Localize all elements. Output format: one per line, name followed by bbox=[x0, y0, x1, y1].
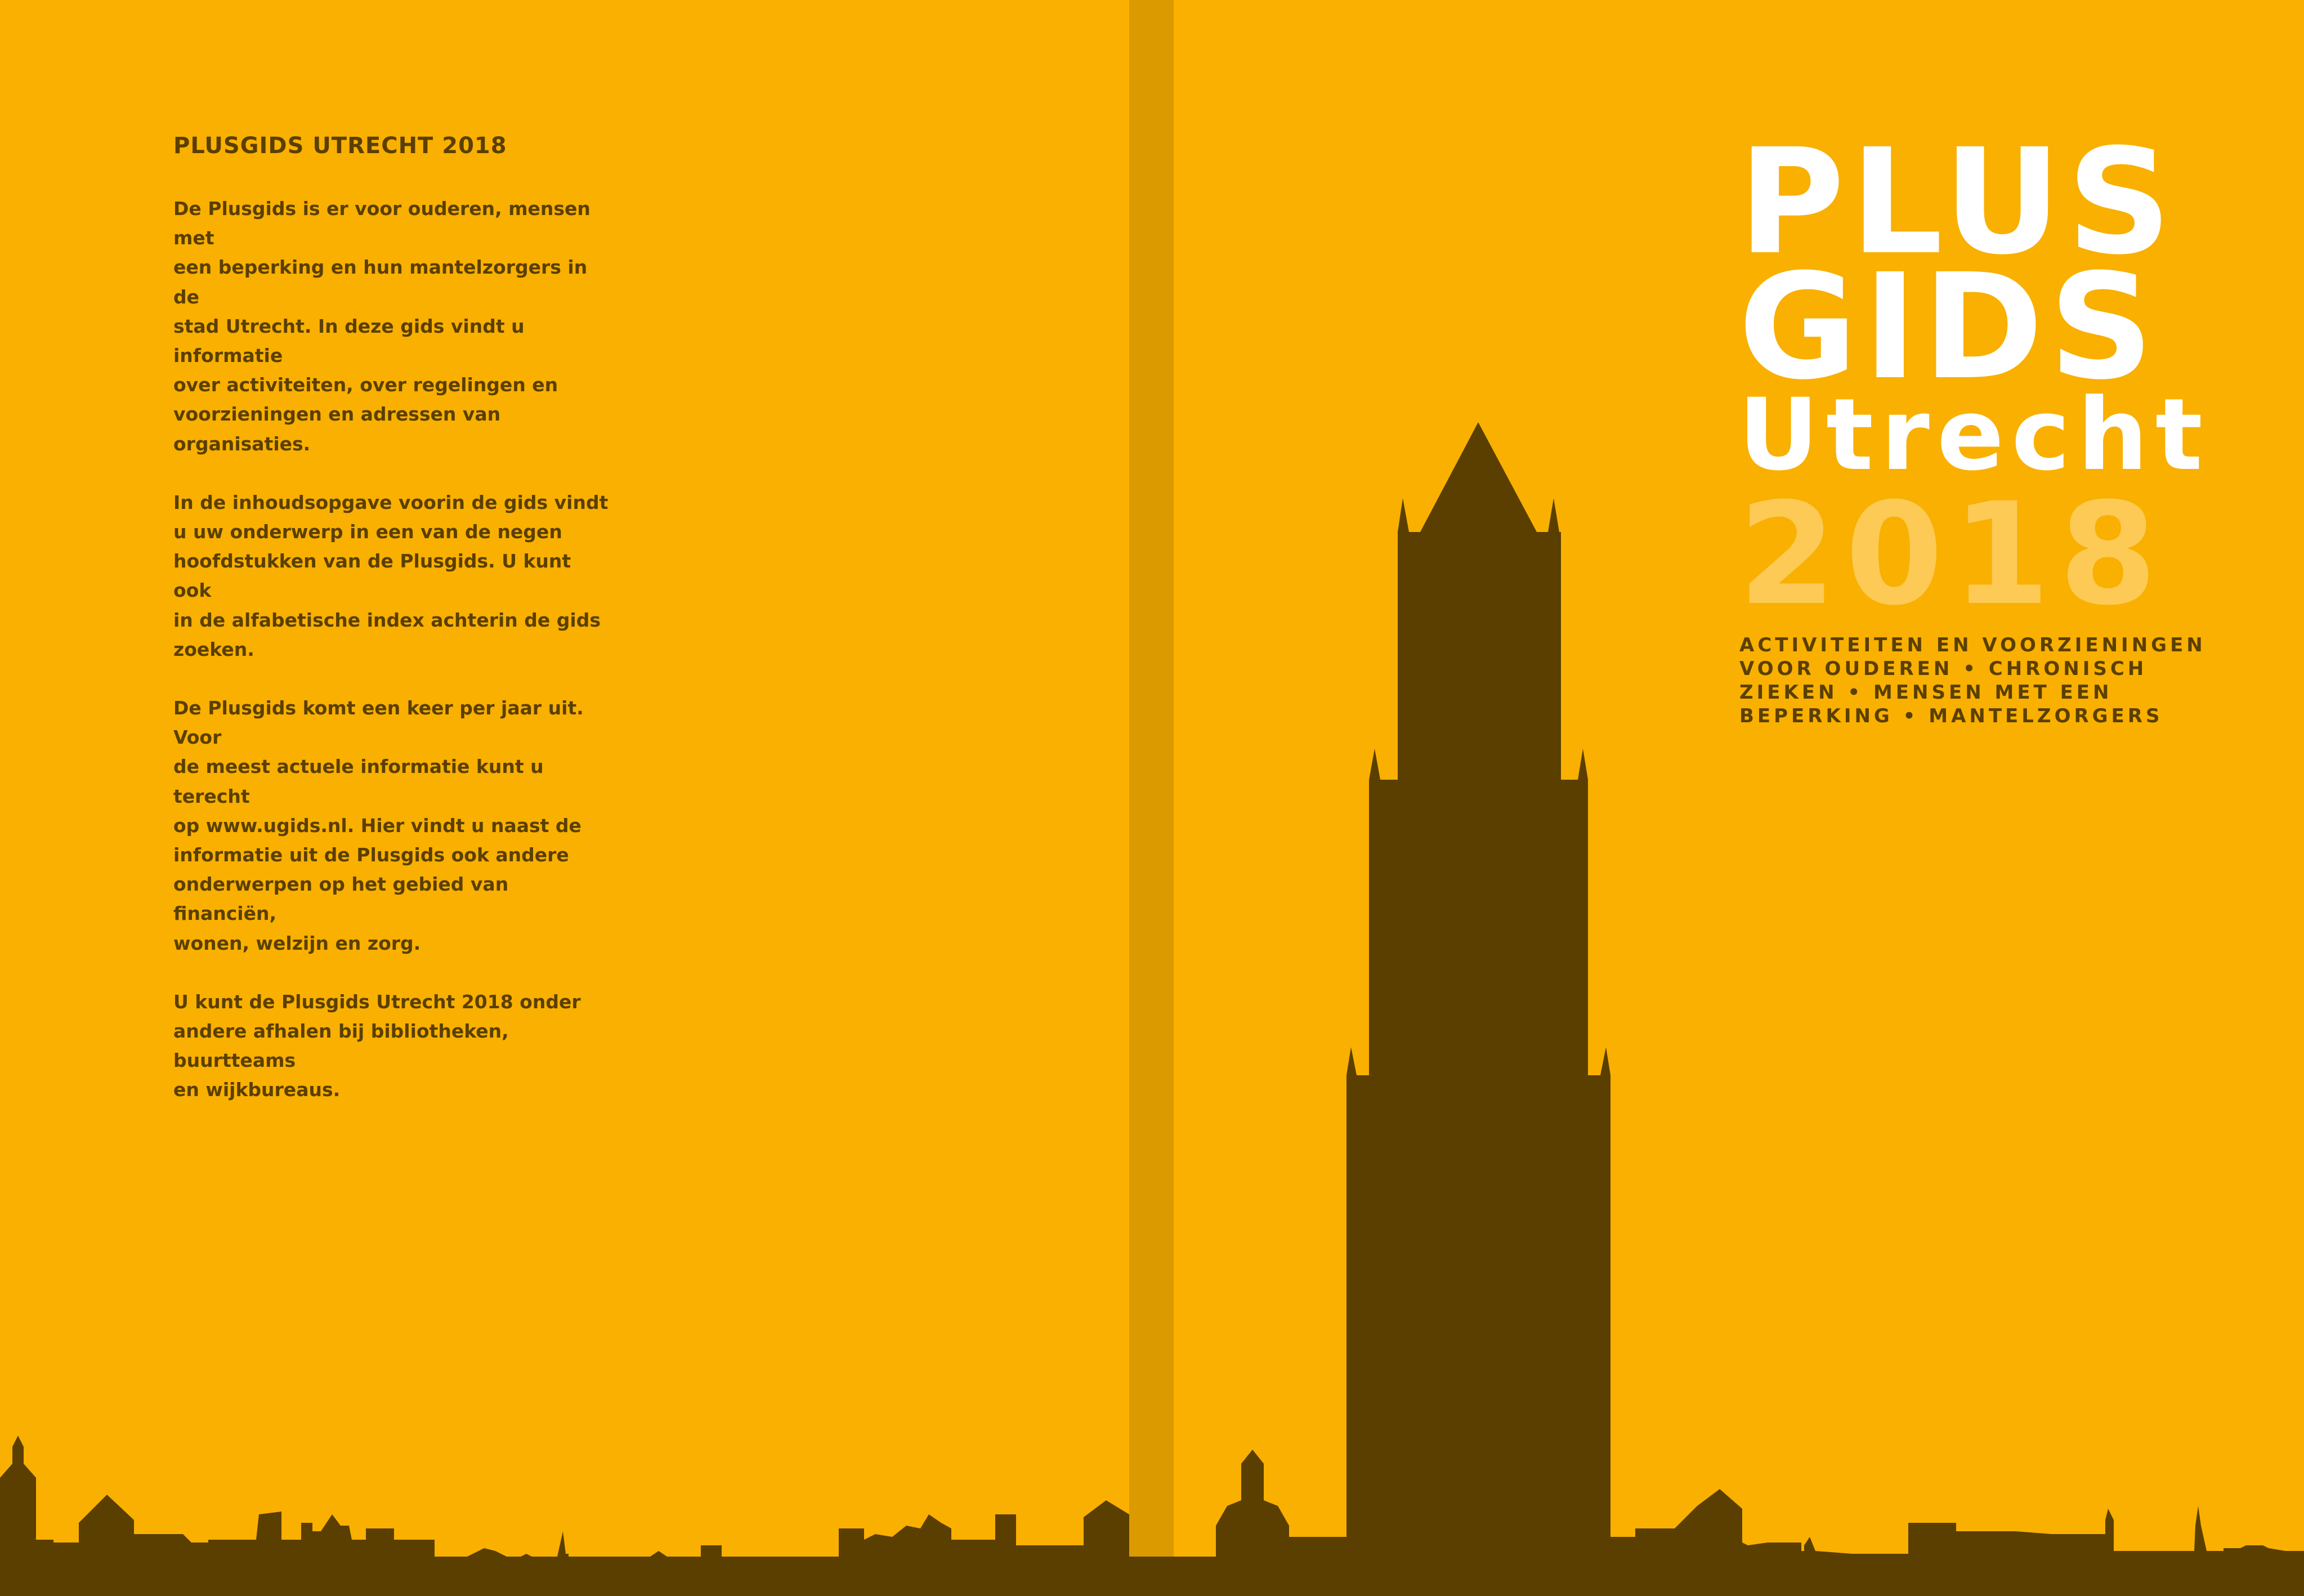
text-line: u uw onderwerp in een van de negen bbox=[173, 521, 562, 543]
title-gids: GIDS bbox=[1738, 243, 2159, 412]
back-paragraph-intro bbox=[173, 194, 612, 459]
text-line: voorzieningen en adressen van organisaties. bbox=[173, 403, 501, 455]
dom-tower bbox=[1346, 422, 1610, 1557]
text-line: een beperking en hun mantelzorgers in de bbox=[173, 256, 588, 308]
back-cover-body bbox=[173, 194, 612, 1134]
text-line: in de alfabetische index achterin de gids bbox=[173, 609, 601, 631]
skyline-left bbox=[0, 1436, 569, 1557]
title-plus: PLUS bbox=[1738, 118, 2177, 287]
text-line: andere afhalen bij bibliotheken, buurtteams bbox=[173, 1020, 509, 1072]
title-city: Utrecht bbox=[1738, 377, 2210, 493]
subtitle-line: ZIEKEN • MENSEN MET EEN bbox=[1739, 681, 2113, 704]
subtitle-line: VOOR OUDEREN • CHRONISCH bbox=[1739, 658, 2148, 680]
text-line: wonen, welzijn en zorg. bbox=[173, 932, 421, 954]
text-line: zoeken. bbox=[173, 638, 254, 660]
text-line: stad Utrecht. In deze gids vindt u informatie bbox=[173, 315, 525, 367]
text-line: op www.ugids.nl. Hier vindt u naast de bbox=[173, 814, 581, 837]
text-line: onderwerpen op het gebied van financiën, bbox=[173, 873, 509, 925]
subtitle-line: BEPERKING • MANTELZORGERS bbox=[1739, 705, 2163, 727]
text-line: en wijkbureaus. bbox=[173, 1079, 341, 1101]
skyline-center-left bbox=[569, 1450, 1346, 1557]
skyline-right bbox=[1610, 1489, 2304, 1557]
skyline-ground bbox=[0, 1557, 2304, 1596]
text-line: De Plusgids komt een keer per jaar uit. Voor bbox=[173, 697, 584, 749]
text-line: hoofdstukken van de Plusgids. U kunt ook bbox=[173, 550, 571, 602]
text-line: In de inhoudsopgave voorin de gids vindt bbox=[173, 491, 609, 513]
back-cover-title: PLUSGIDS UTRECHT 2018 bbox=[173, 133, 507, 159]
back-paragraph-website bbox=[173, 694, 612, 958]
title-year: 2018 bbox=[1738, 472, 2166, 636]
text-line: over activiteiten, over regelingen en bbox=[173, 374, 558, 396]
subtitle bbox=[1739, 633, 2206, 728]
text-line: informatie uit de Plusgids ook andere bbox=[173, 844, 569, 866]
text-line: de meest actuele informatie kunt u terecht bbox=[173, 755, 544, 807]
text-line: U kunt de Plusgids Utrecht 2018 onder bbox=[173, 990, 581, 1013]
back-paragraph-pickup bbox=[173, 987, 612, 1105]
back-paragraph-contents bbox=[173, 488, 612, 664]
text-line: De Plusgids is er voor ouderen, mensen met bbox=[173, 198, 590, 249]
subtitle-line: ACTIVITEITEN EN VOORZIENINGEN bbox=[1739, 634, 2206, 656]
